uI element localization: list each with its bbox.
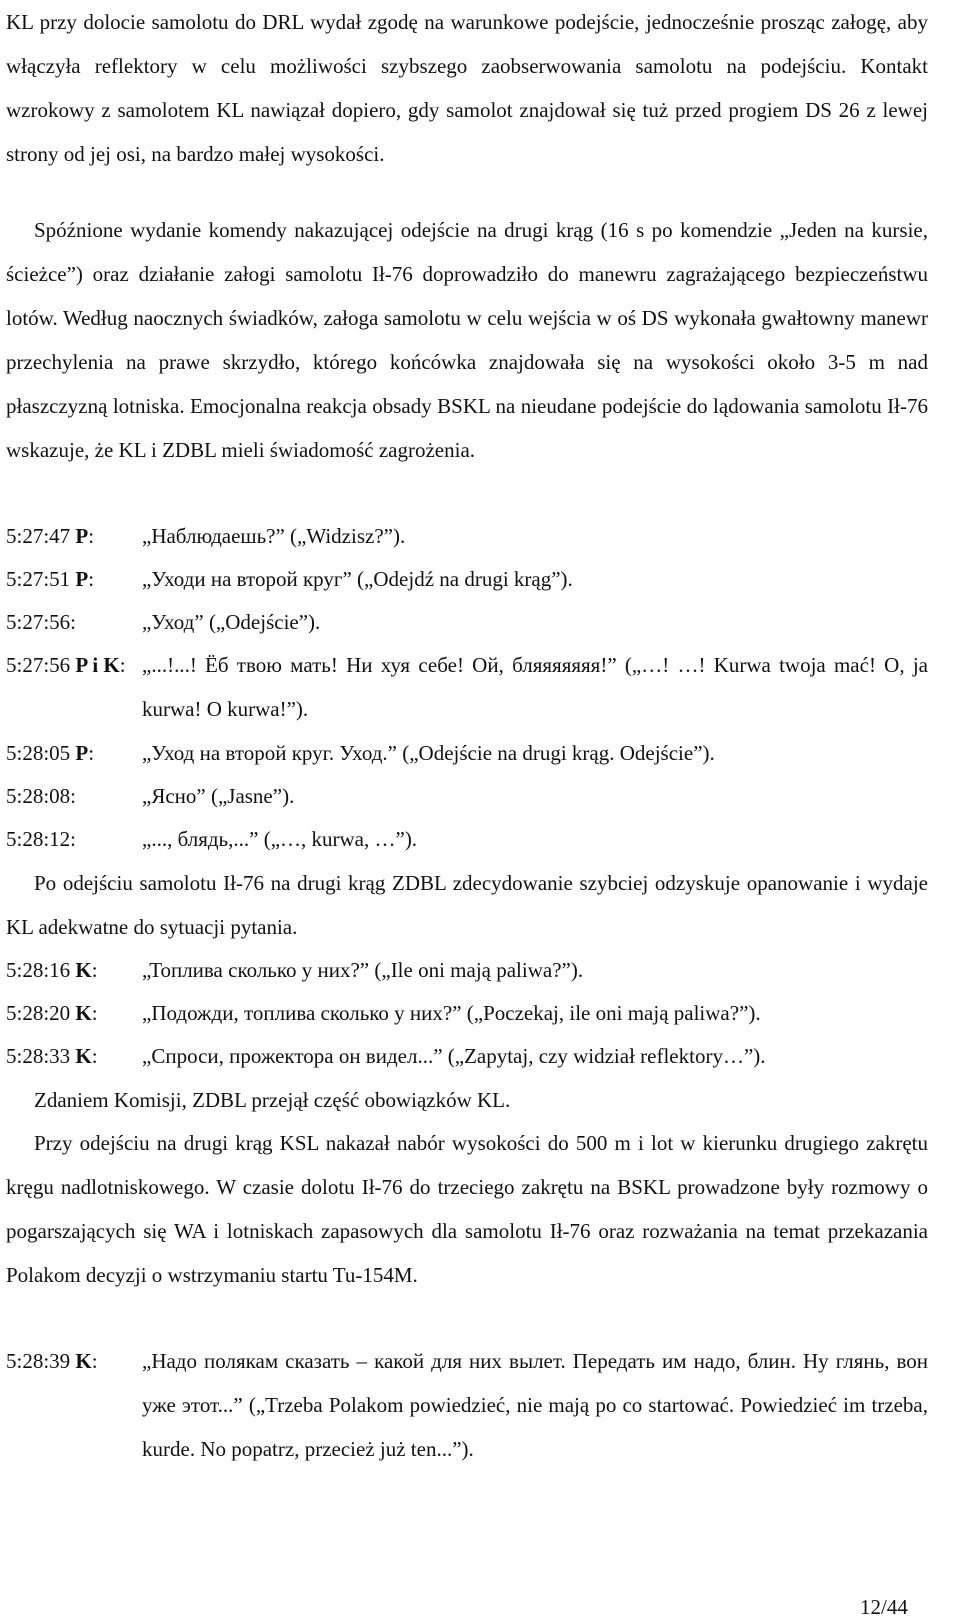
paragraph-zdbl-control: Po odejściu samolotu Ił-76 na drugi krąg ZDBL zdecydowanie szybciej odzyskuje opanowanie i wydaje KL adekwatne do sytuacji pytania. <box>6 871 928 939</box>
transcript-text: „Спроси, прожектора он видел...” („Zapytaj, czy widział reflektory…”). <box>142 1044 766 1068</box>
transcript-time: 5:27:47 <box>6 524 71 548</box>
transcript-time: 5:28:08: <box>6 784 77 808</box>
paragraph-go-around-delay: Spóźnione wydanie komendy nakazującej odejście na drugi krąg (16 s po komendzie „Jeden na kursie, ścieżce”) oraz działanie załogi samolotu Ił-76 doprowadziło do manewru zagrażającego bezpieczeństwu lotów. Według naocznych świadków, załoga samolotu w celu wejścia w oś DS wykonała gwałtowny manewr przechylenia na prawe skrzydło, którego końcówka znajdowała się na wysokości około 3-5 m nad płaszczyzną lotniska. Emocjonalna reakcja obsady BSKL na nieudane podejście do lądowania samolotu Ił-76 wskazuje, że KL i ZDBL mieli świadomość zagrożenia. <box>6 218 928 462</box>
page-number: 12/44 <box>860 1595 908 1619</box>
transcript-speaker: K <box>75 1044 92 1068</box>
paragraph-approach-clearance: KL przy dolocie samolotu do DRL wydał zgodę na warunkowe podejście, jednocześnie prosząc załogę, aby włączyła reflektory w celu możliwości szybszego zaobserwowania samolotu na podejściu. Kontakt wzrokowy z samolotem KL nawiązał dopiero, gdy samolot znajdował się tuż przed progiem DS 26 z lewej strony od jej osi, na bardzo małej wysokości. <box>6 10 928 166</box>
transcript-text: „Уход на второй круг. Уход.” („Odejście na drugi krąg. Odejście”). <box>142 741 715 765</box>
transcript-time: 5:28:33 <box>6 1044 71 1068</box>
transcript-text: „...!...! Ёб твою мать! Ни хуя себе! Ой, бляяяяяяя!” („…! …! Kurwa twoja mać! O, ja kurwa! O kurwa!”). <box>142 653 928 721</box>
transcript-speaker: K <box>75 958 92 982</box>
transcript-time: 5:28:39 <box>6 1349 71 1373</box>
transcript-speaker: K <box>75 1349 92 1373</box>
transcript-speaker: P <box>75 741 89 765</box>
transcript-text: „Уход” („Odejście”). <box>142 610 321 634</box>
transcript-text: „Топлива сколько у них?” („Ile oni mają paliwa?”). <box>142 958 584 982</box>
transcript-text: „Подожди, топлива сколько у них?” („Poczekaj, ile oni mają paliwa?”). <box>142 1001 761 1025</box>
paragraph-commission-opinion: Zdaniem Komisji, ZDBL przejął część obowiązków KL. <box>34 1088 511 1112</box>
transcript-text: „..., блядь,...” („…, kurwa, …”). <box>142 827 418 851</box>
transcript-speaker: P <box>75 567 89 591</box>
transcript-time: 5:28:20 <box>6 1001 71 1025</box>
transcript-text: „Наблюдаешь?” („Widzisz?”). <box>142 524 406 548</box>
transcript-time: 5:28:16 <box>6 958 71 982</box>
transcript-speaker: P i K <box>75 653 120 677</box>
transcript-time: 5:28:05 <box>6 741 71 765</box>
transcript-text: „Ясно” („Jasne”). <box>142 784 295 808</box>
transcript-time: 5:27:56: <box>6 610 77 634</box>
transcript-time: 5:27:51 <box>6 567 71 591</box>
transcript-speaker: P <box>75 524 89 548</box>
transcript-speaker: K <box>75 1001 92 1025</box>
transcript-text: „Уходи на второй круг” („Odejdź na drugi krąg”). <box>142 567 573 591</box>
transcript-text: „Надо полякам сказать – какой для них вылет. Передать им надо, блин. Ну глянь, вон уже этот...” („Trzeba Polakom powiedzieć, nie mają po co startować. Powiedzieć im trzeba, kurde. No popatrz, przecież już ten...”). <box>142 1349 928 1461</box>
transcript-time: 5:28:12: <box>6 827 77 851</box>
transcript-time: 5:27:56 <box>6 653 71 677</box>
paragraph-second-circuit: Przy odejściu na drugi krąg KSL nakazał nabór wysokości do 500 m i lot w kierunku drugiego zakrętu kręgu nadlotniskowego. W czasie dolotu Ił-76 do trzeciego zakrętu na BSKL prowadzone były rozmowy o pogarszających się WA i lotniskach zapasowych dla samolotu Ił-76 oraz rozważania na temat przekazania Polakom decyzji o wstrzymaniu startu Tu-154M. <box>6 1131 928 1287</box>
